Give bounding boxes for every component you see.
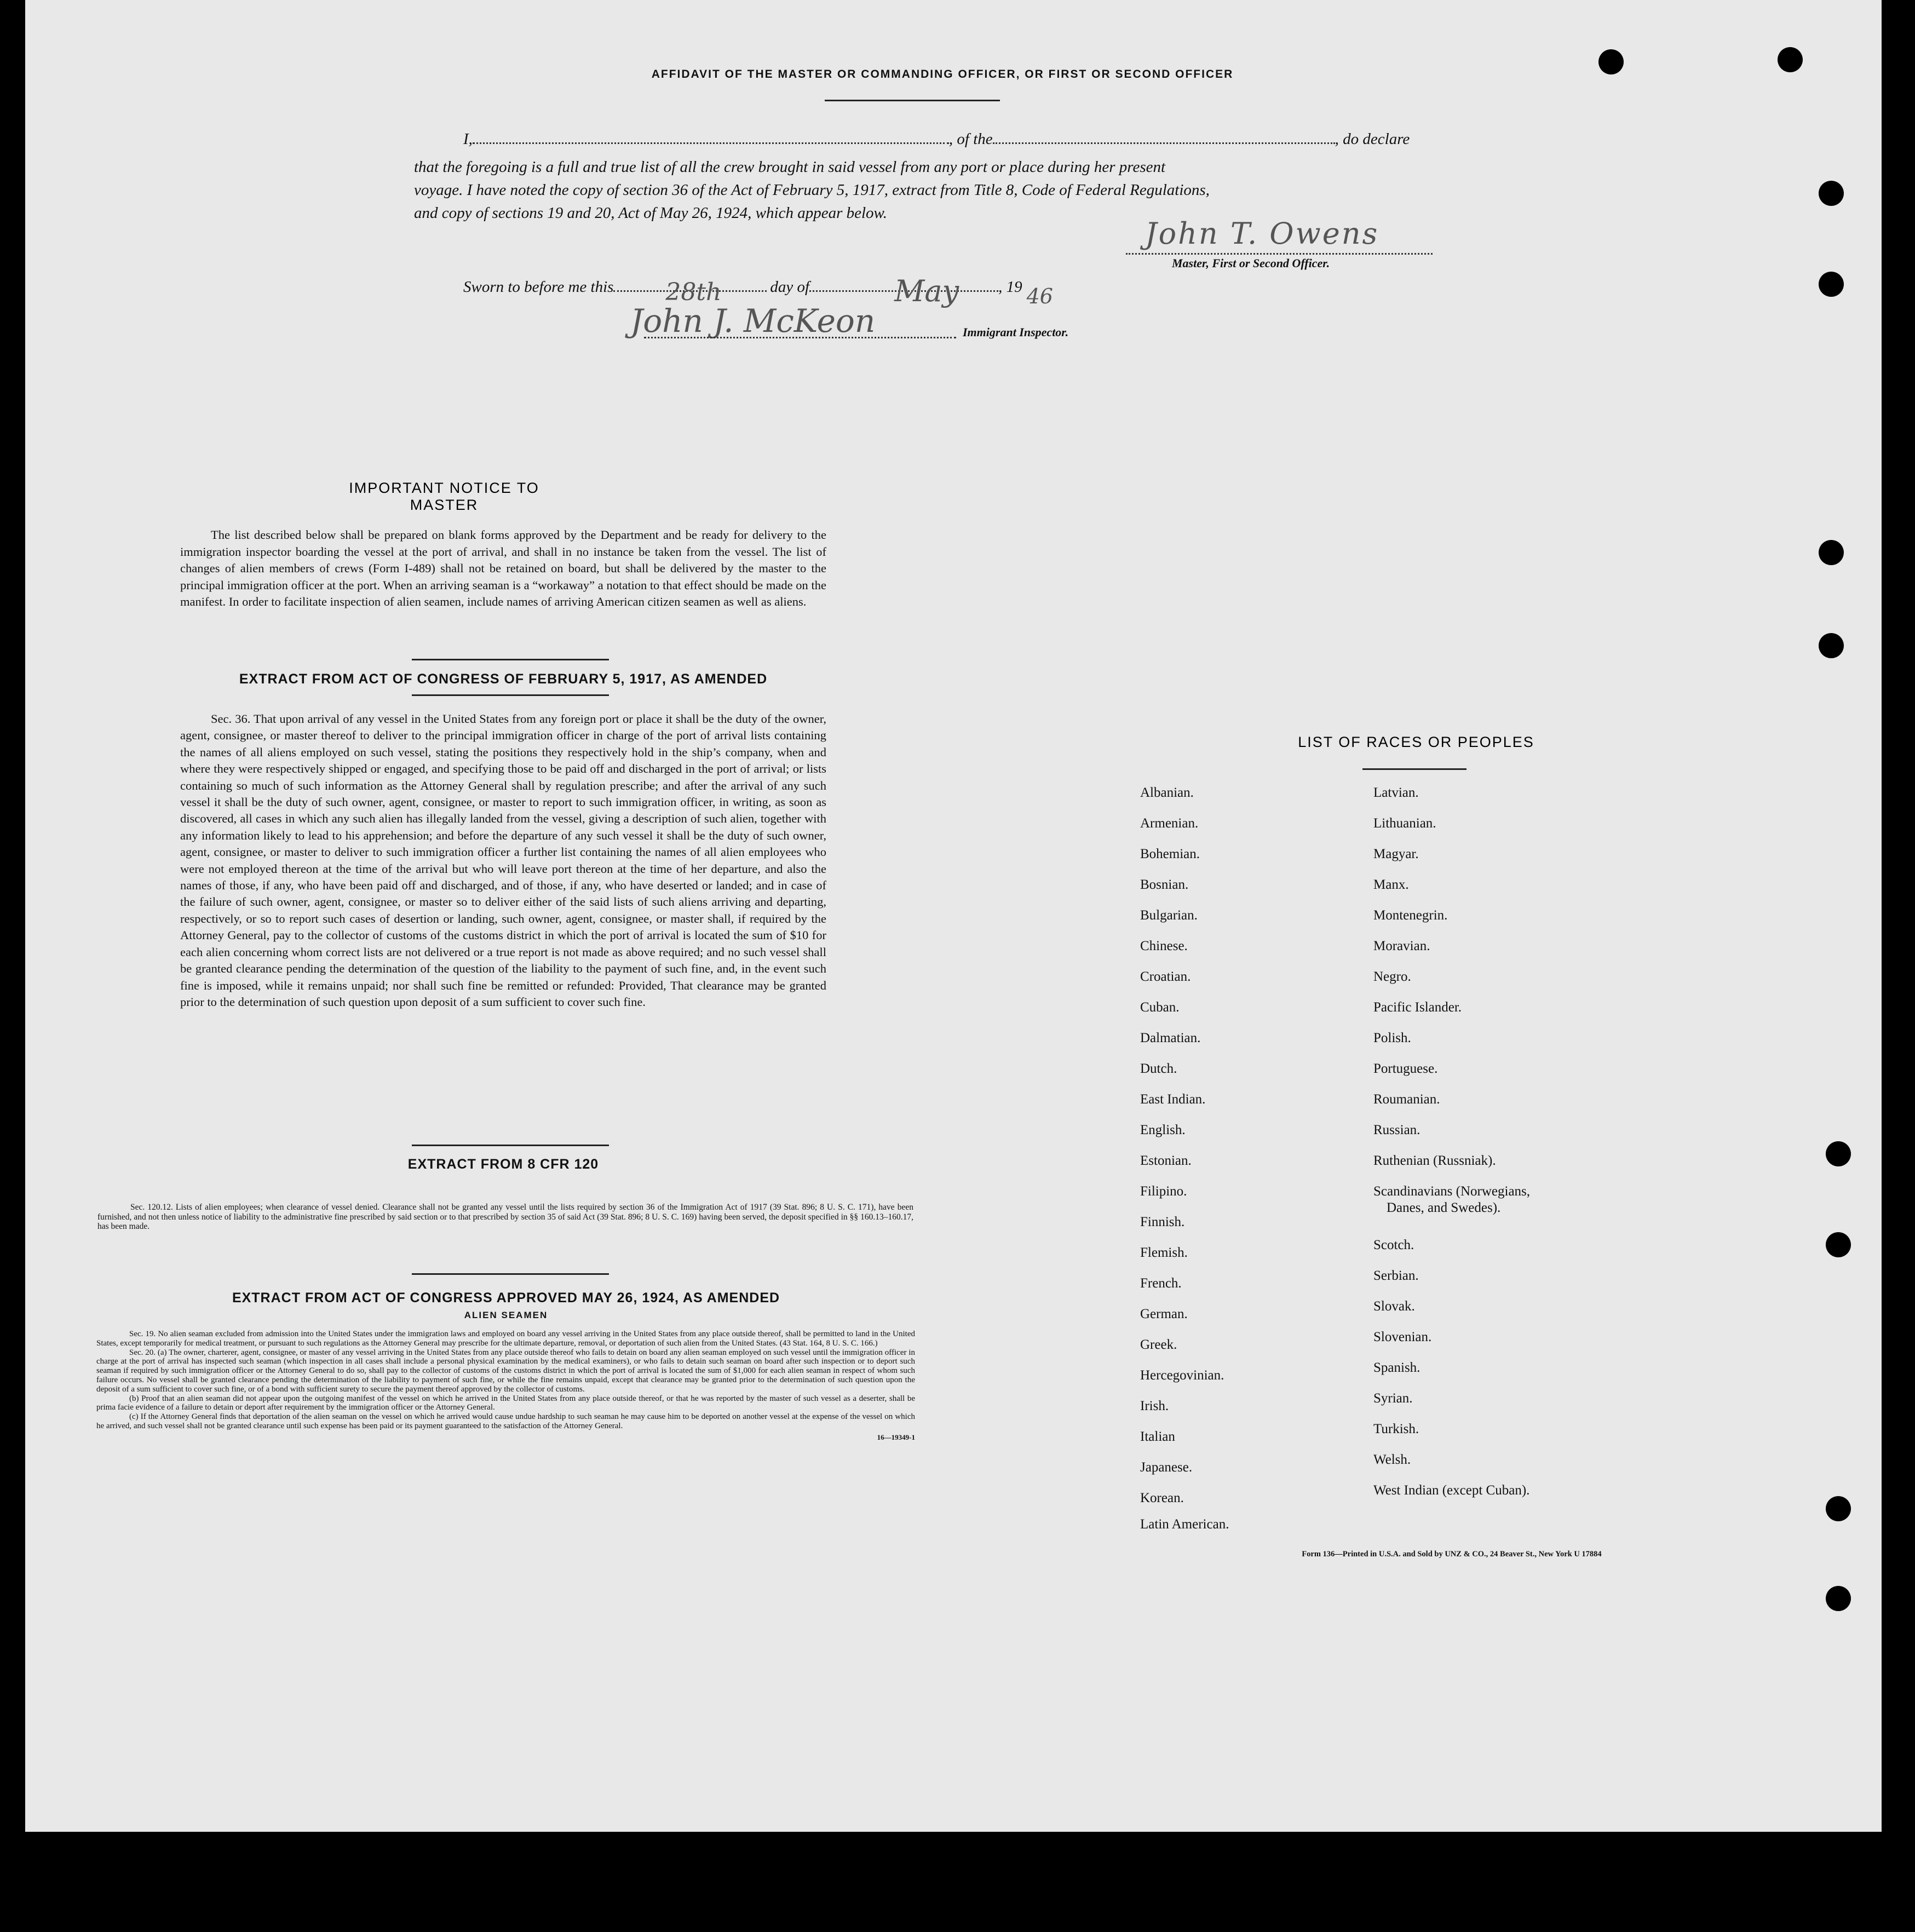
punch-hole	[1826, 1141, 1851, 1166]
race-item: Polish.	[1373, 1031, 1411, 1045]
race-item: Turkish.	[1373, 1422, 1419, 1436]
declaration-line	[463, 130, 1476, 148]
extract-cfr-body: Sec. 120.12. Lists of alien employees; when clearance of vessel denied. Clearance shall not be granted any vessel until the lists required by section 36 of the Immigration Act of 1917 (39 Stat. 896; 8 U. S. C. 171), have been furnished, and not then unless notice of liability to the administrative fine prescribed by said section or to that prescribed by section 35 of said Act (39 Stat. 896; 8 U. S. C. 169) having been served, the deposit specified in §§ 160.13–160.17, has been made.	[97, 1203, 913, 1231]
punch-hole	[1826, 1586, 1851, 1611]
race-item: Welsh.	[1373, 1452, 1411, 1467]
notice-body: The list described below shall be prepared on blank forms approved by the Department and be ready for delivery to the immigration inspector boarding the vessel at the port of arrival, and shall in no instance be taken from the vessel. The list of changes of alien members of crews (Form I-489) shall not be retained on board, but shall be delivered by the master to the principal immigration officer at the port. When an arriving seaman is a “workaway” a notation to that effect should be made on the manifest. In order to facilitate inspection of alien seamen, include names of arriving American citizen seamen as well as aliens.	[180, 528, 826, 608]
extract-1924-title: EXTRACT FROM ACT OF CONGRESS APPROVED MAY 26, 1924, AS AMENDED	[232, 1290, 780, 1306]
punch-hole	[1819, 633, 1844, 658]
sworn-day-field	[613, 278, 767, 306]
master-signature-line	[1126, 253, 1433, 255]
race-item: West Indian (except Cuban).	[1373, 1483, 1530, 1498]
race-item: Finnish.	[1140, 1215, 1185, 1229]
sec-20-c: (c) If the Attorney General finds that deportation of the alien seaman on the vessel on which he arrived would cause undue hardship to such seaman he may cause him to be deported on another vessel at the expense of the vessel on which he arrived, and such vessel shall not be granted clearance until such expense has been paid or its payment guaranteed to the satisfaction of the Attorney General.	[96, 1412, 915, 1430]
races-title: LIST OF RACES OR PEOPLES	[1298, 734, 1534, 750]
punch-hole	[1819, 272, 1844, 297]
race-item: Flemish.	[1140, 1245, 1188, 1260]
races-right-column	[1373, 778, 1530, 1506]
form-code: 16—19349-1	[877, 1433, 915, 1441]
declare-do: , do declare	[1335, 130, 1410, 148]
race-item: Spanish.	[1373, 1360, 1421, 1375]
declarant-name-field	[473, 142, 949, 144]
race-item: Serbian.	[1373, 1268, 1419, 1283]
declaration-text-line-1: that the foregoing is a full and true list of all the crew brought in said vessel from any port or place during her present	[414, 158, 1166, 176]
declaration-text	[414, 156, 1474, 225]
punch-hole	[1819, 540, 1844, 565]
inspector-signature: John J. McKeon	[630, 302, 876, 340]
race-item: Syrian.	[1373, 1391, 1413, 1406]
sworn-day: 28th	[665, 278, 722, 306]
race-item: Albanian.	[1140, 785, 1194, 800]
declaration-text-line-3: and copy of sections 19 and 20, Act of May 26, 1924, which appear below.	[414, 204, 887, 222]
extract-cfr-title: EXTRACT FROM 8 CFR 120	[407, 1157, 599, 1172]
sworn-year: 46	[1026, 284, 1053, 308]
notice-title: IMPORTANT NOTICE TO MASTER	[349, 480, 539, 513]
race-item: Slovak.	[1373, 1299, 1415, 1314]
race-item: Greek.	[1140, 1337, 1177, 1352]
race-item: Lithuanian.	[1373, 816, 1436, 831]
race-item: Ruthenian (Russniak).	[1373, 1153, 1496, 1168]
master-signature: John T. Owens	[1145, 216, 1379, 251]
race-item: Estonian.	[1140, 1153, 1192, 1168]
race-item: Bosnian.	[1140, 877, 1189, 892]
races-divider	[1362, 768, 1467, 770]
race-item: Magyar.	[1373, 847, 1419, 861]
punch-hole	[1598, 49, 1624, 74]
extract-1917-divider	[412, 694, 609, 696]
extract-1917-title: EXTRACT FROM ACT OF CONGRESS OF FEBRUARY 5, 1917, AS AMENDED	[239, 671, 768, 687]
race-item: Cuban.	[1140, 1000, 1180, 1015]
race-item: Irish.	[1140, 1399, 1169, 1413]
race-item: Slovenian.	[1373, 1330, 1432, 1344]
inspector-signature-line	[644, 337, 956, 338]
race-item: Dutch.	[1140, 1061, 1177, 1076]
race-item: French.	[1140, 1276, 1182, 1291]
punch-hole	[1826, 1232, 1851, 1257]
extract-cfr-divider-top	[412, 1145, 609, 1146]
race-item: Korean.	[1140, 1491, 1184, 1505]
race-item: Hercegovinian.	[1140, 1368, 1224, 1383]
race-item: Armenian.	[1140, 816, 1199, 831]
extract-1924-body	[96, 1330, 915, 1442]
race-item: Pacific Islander.	[1373, 1000, 1462, 1015]
race-item: Bohemian.	[1140, 847, 1200, 861]
race-item: Latin American.	[1140, 1517, 1229, 1532]
race-item: Moravian.	[1373, 939, 1430, 953]
sworn-line	[463, 274, 1203, 308]
race-item: Portuguese.	[1373, 1061, 1438, 1076]
race-item: English.	[1140, 1123, 1186, 1137]
race-item: Scotch.	[1373, 1238, 1414, 1252]
printer-footer: Form 136—Printed in U.S.A. and Sold by UNZ & CO., 24 Beaver St., New York U 17884	[1302, 1550, 1602, 1559]
extract-1917-body: Sec. 36. That upon arrival of any vessel in the United States from any foreign port or place it shall be the duty of the owner, agent, consignee, or master thereof to deliver to the principal immigration officer in charge of the port of arrival lists containing the names of all aliens employed on such vessel, stating the positions they respectively hold in the ship’s company, when and where they were respectively shipped or engaged, and specifying those to be paid off and discharged in the port of arrival; or lists containing so much of such information as the Attorney General shall by regulation prescribe; and after the arrival of any such vessel it shall be the duty of such owner, agent, consignee, or master to report to such immigration officer, in writing, as soon as discovered, all cases in which any such alien has illegally landed from the vessel, giving a description of such alien, together with any information likely to lead to his apprehension; and before the departure of any such vessel it shall be the duty of such owner, agent, consignee, or master to deliver to such immigration officer a further list containing the names of all alien employees who were not employed thereon at the time of the arrival but who will leave port thereon at the time of her departure, and also the names of those, if any, who have been paid off and discharged, and of those, if any, who have deserted or landed; and in case of the failure of such owner, agent, consignee, or master so to deliver either of the said lists of such aliens arriving and departing, respectively, or so to report such cases of desertion or landing, such owner, agent, consignee, or master shall, if required by the Attorney General, pay to the collector of customs of the customs district in which the port of arrival is located the sum of $10 for each alien concerning whom correct lists are not delivered or a true report is not made as above required; and no such vessel shall be granted clearance pending the determination of the question of the liability to the payment of such fine, and, in the event such fine is imposed, while it remains unpaid; nor shall such fine be remitted or refunded: Provided, That clearance may be granted prior to the determination of such question upon deposit of a sum sufficient to cover such fine.	[180, 712, 826, 1009]
vessel-name-field	[993, 142, 1335, 144]
sec-20-a: Sec. 20. (a) The owner, charterer, agent, consignee, or master of any vessel arriving in the United States from any place outside thereof who fails to detain on board any alien seaman employed on such vessel until the immigration officer in charge at the port of arrival has inspected such seaman (which inspection in all cases shall include a personal physical examination by the medical examiners), or who fails to detain such seaman on board after such inspection or to deport such seaman if required by such immigration officer or the Attorney General to do so, shall pay to the collector of customs of the customs district in which the port of arrival is located the sum of $1,000 for each alien seaman in respect of whom such failure occurs. No vessel shall be granted clearance pending the determination of the liability to payment of such fine, or while the fine remains unpaid, except that clearance may be granted prior to the determination of such question upon the deposit of a sum sufficient to cover such fine, or of a bond with sufficient surety to secure the payment thereof approved by the collector of customs.	[96, 1348, 915, 1394]
race-item: Roumanian.	[1373, 1092, 1440, 1107]
race-item: Japanese.	[1140, 1460, 1193, 1475]
races-left-column	[1140, 778, 1229, 1540]
document-sheet	[25, 0, 1882, 1832]
race-item: Negro.	[1373, 969, 1411, 984]
declare-of-the: , of the	[948, 130, 993, 148]
sworn-month-field	[809, 274, 998, 308]
declare-i: I,	[463, 130, 473, 148]
race-item: Croatian.	[1140, 969, 1191, 984]
race-item: German.	[1140, 1307, 1188, 1321]
sec-20-b: (b) Proof that an alien seaman did not appear upon the outgoing manifest of the vessel on which he arrived in the United States from any place outside thereof, or that he was reported by the master of such vessel as a deserter, shall be prima facie evidence of a failure to detain or deport after requirement by the immigration officer or the Attorney General.	[96, 1394, 915, 1412]
sworn-year-prefix: , 19	[998, 278, 1022, 296]
sworn-day-of: day of	[770, 278, 810, 296]
race-item: Scandinavians (Norwegians,	[1373, 1184, 1531, 1199]
race-item: Bulgarian.	[1140, 908, 1198, 923]
race-item: Dalmatian.	[1140, 1031, 1201, 1045]
race-item: Italian	[1140, 1429, 1175, 1444]
master-label: Master, First or Second Officer.	[1172, 256, 1330, 270]
race-item: Manx.	[1373, 877, 1409, 892]
extract-1924-divider-top	[412, 1273, 609, 1275]
race-item: Latvian.	[1373, 785, 1419, 800]
race-item: Montenegrin.	[1373, 908, 1448, 923]
notice-divider	[412, 659, 609, 660]
declaration-text-line-2: voyage. I have noted the copy of section 36 of the Act of February 5, 1917, extract from Title 8, Code of Federal Regulations,	[414, 181, 1210, 199]
punch-hole	[1778, 47, 1803, 72]
sworn-month: May	[894, 274, 959, 308]
race-item: Russian.	[1373, 1123, 1421, 1137]
affidavit-title: AFFIDAVIT OF THE MASTER OR COMMANDING OFFICER, OR FIRST OR SECOND OFFICER	[651, 68, 1234, 81]
punch-hole	[1819, 181, 1844, 206]
title-divider	[825, 100, 1000, 101]
race-item: Danes, and Swedes).	[1387, 1200, 1501, 1215]
inspector-label: Immigrant Inspector.	[963, 325, 1069, 339]
race-item: East Indian.	[1140, 1092, 1206, 1107]
race-item: Chinese.	[1140, 939, 1188, 953]
sworn-prefix: Sworn to before me this	[463, 278, 614, 296]
punch-hole	[1826, 1496, 1851, 1521]
sec-19: Sec. 19. No alien seaman excluded from admission into the United States under the immigration laws and employed on board any vessel arriving in the United States from any place outside thereof, shall be permitted to land in the United States, except temporarily for medical treatment, or pursuant to such regulations as the Attorney General may prescribe for the ultimate departure, removal, or deportation of such alien from the United States. (43 Stat. 164, 8 U. S. C. 166.)	[96, 1330, 915, 1348]
extract-1924-subtitle: ALIEN SEAMEN	[464, 1310, 548, 1320]
race-item: Filipino.	[1140, 1184, 1187, 1199]
